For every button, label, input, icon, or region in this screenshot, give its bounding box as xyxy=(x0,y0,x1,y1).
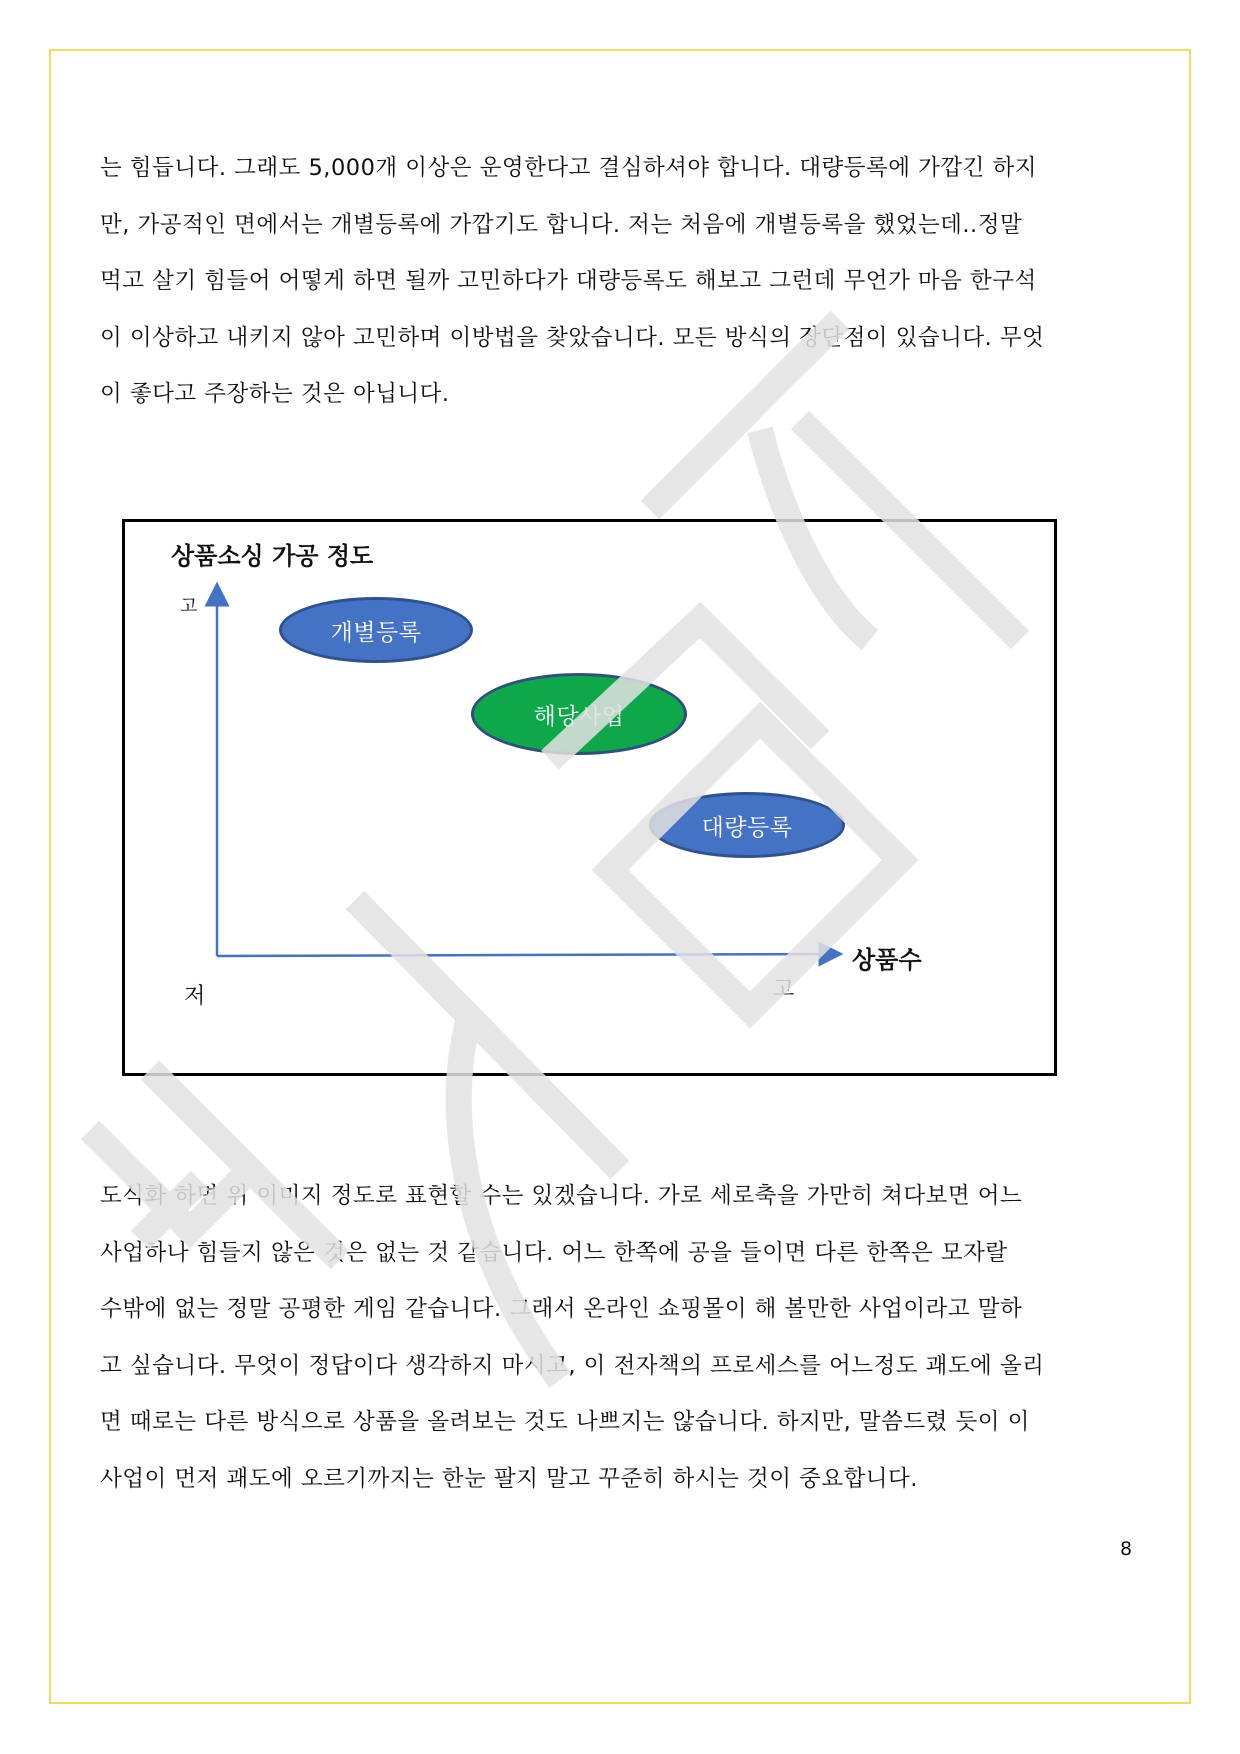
text-line: 사업이 먼저 괘도에 오르기까지는 한눈 팔지 말고 꾸준히 하시는 것이 중요합니다. xyxy=(100,1465,918,1492)
x-axis-arrow xyxy=(217,954,831,956)
text-line: 도식화 하면 위 이미지 정도로 표현할 수는 있겠습니다. 가로 세로축을 가만히 쳐다보면 어느 xyxy=(100,1183,1023,1209)
page-number: 8 xyxy=(1120,1538,1133,1560)
ellipse-bulk-registration xyxy=(649,792,845,858)
text-line: 사업하나 힘들지 않은 것은 없는 것 같습니다. 어느 한쪽에 공을 들이면 다른 한쪽은 모자랄 xyxy=(100,1239,1008,1266)
text-line: 는 힘듭니다. 그래도 5,000개 이상은 운영한다고 결심하셔야 합니다. 대량등록에 가깝긴 하지 xyxy=(100,155,1037,181)
text-line: 면 때로는 다른 방식으로 상품을 올려보는 것도 나쁘지는 않습니다. 하지만, 말씀드렸 듯이 이 xyxy=(100,1409,1030,1435)
origin-low-label: 저 xyxy=(184,984,206,1009)
ellipse-this-business xyxy=(471,673,687,755)
x-axis-high-label: 고 xyxy=(773,977,795,1002)
ellipse-individual-registration xyxy=(279,597,473,663)
text-line: 고 싶습니다. 무엇이 정답이다 생각하지 마시고, 이 전자책의 프로세스를 어느정도 괘도에 올리 xyxy=(100,1352,1045,1379)
text-line: 만, 가공적인 면에서는 개별등록에 가깝기도 합니다. 저는 처음에 개별등록을 했었는데..정말 xyxy=(100,211,1023,238)
text-line: 이 이상하고 내키지 않아 고민하며 이방법을 찾았습니다. 모든 방식의 장단점이 있습니다. 무엇 xyxy=(100,324,1045,351)
positioning-diagram xyxy=(122,519,1057,1076)
ellipse-label: 대량등록 xyxy=(701,814,793,841)
paragraph-top xyxy=(100,140,1145,423)
diagram-axes xyxy=(125,522,1060,1079)
diagram-title: 상품소싱 가공 정도 xyxy=(171,542,374,570)
text-line: 먹고 살기 힘들어 어떻게 하면 될까 고민하다가 대량등록도 해보고 그런데 무언가 마음 한구석 xyxy=(100,268,1037,294)
ellipse-label: 해당사업 xyxy=(533,703,625,730)
y-axis-high-label: 고 xyxy=(180,596,198,617)
text-line: 이 좋다고 주장하는 것은 아닙니다. xyxy=(100,381,450,407)
text-line: 수밖에 없는 정말 공평한 게임 같습니다. 그래서 온라인 쇼핑몰이 해 볼만한 사업이라고 말하 xyxy=(100,1296,1023,1322)
paragraph-bottom xyxy=(100,1168,1145,1507)
ellipse-label: 개별등록 xyxy=(330,619,422,646)
x-axis-title: 상품수 xyxy=(852,946,922,974)
